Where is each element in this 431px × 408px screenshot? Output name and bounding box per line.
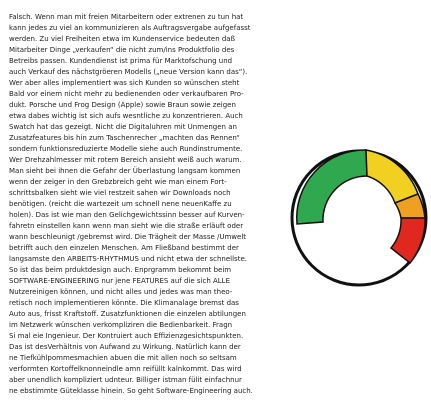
paragraph-line: Zusatzfeatures bis hin zum Taschenrecher „machten das Rennen“	[9, 134, 240, 142]
paragraph-line: SOFTWARE-ENGINEERING nur jene FEATURES auf die sich ALLE	[9, 277, 231, 285]
paragraph-line: Wer aber alles implementiert was sich Kunden so wünschen steht	[9, 79, 240, 87]
paragraph-line: Si mal eie Ingenieur. Der Kontruiert auch Effizienzgesichtspunkten.	[9, 332, 244, 340]
paragraph-line: Man sieht bei ihnen die Gefahr der Überlastung langsam kommen	[9, 167, 241, 175]
paragraph-line: betrifft auch den einzelen Menschen. Am Fließband bestimmt der	[9, 244, 239, 252]
paragraph-line: im Netzwerk wünschen verkompliziren die Bedienbarkeit. Fragn	[9, 321, 233, 329]
paragraph-line: Auto aus, frisst Kraftstoff. Zusatzfunktionen die einzelen abtilungen	[9, 310, 246, 318]
paragraph-line: schrittsbalken sieht wie viel restzeit sahen wir Downloads noch	[9, 189, 231, 197]
paragraph-line: langsamste den ARBEITS-RHYTHMUS und nicht etwa der schnellste.	[9, 255, 247, 263]
paragraph-line: kann jedes zu viel an kommunizieren als Auftragsvergabe aufgefasst	[9, 24, 251, 32]
paragraph-line: Mitarbeiter Dinge „verkaufen“ die nicht zum/ins Produktfolio des	[9, 46, 235, 54]
body-paragraph	[9, 12, 279, 397]
paragraph-line: Betreibs passen. Kundendienst ist prima für Marktofschung und	[9, 57, 233, 65]
paragraph-line: retisch noch implementieren könnte. Die Klimanalage bremst das	[9, 299, 239, 307]
paragraph-line: Swatch hat das gezeigt. Nicht die Digitaluhren mit Unmengen an	[9, 123, 237, 131]
gauge-arcs-figure	[270, 98, 431, 298]
paragraph-line: Das ist desVerhältnis von Aufwand zu Wirkung. Natürlich kann der	[9, 343, 241, 351]
paragraph-line: So ist das beim prduktdesign auch. Enprgramm bekommt beim	[9, 266, 232, 274]
paragraph-line: benötigen. (reicht die wartezeit um schnell nene neuenKaffe zu	[9, 200, 232, 208]
paragraph-line: aber unendlich kompliziert udnteur. Billiger istman fülit einfachnur	[9, 376, 242, 384]
paragraph-line: Wer Drehzahlmesser mit rotem Bereich ansieht weiß auch warum.	[9, 156, 242, 164]
paragraph-line: Nutzereinigen können, und nicht alles und jedes was man theo-	[9, 288, 233, 296]
paragraph-line: wann beschleunigt /gebremst wird. Die Trägheit der Masse /Umwelt	[9, 233, 247, 241]
paragraph-line: sondern funktionsreduzierte Modelle siehe auch Rundinstrumente.	[9, 145, 243, 153]
paragraph-line: auch Verkauf des nächstgröeren Modells („neue Version kann das“).	[9, 68, 248, 76]
paragraph-line: werden. Zu viel Freiheiten etwa im Kundenservice bedeuten daß	[9, 35, 236, 43]
paragraph-line: holen). Das ist wie man den Gelichgewichtssinn besser auf Kurven-	[9, 211, 245, 219]
paragraph-line: fahretn einstellen kann wenn man sieht wie die straße erläuft oder	[9, 222, 244, 230]
paragraph-line: wenn der zeiger in den Grebzbreich geht wie man einem Fort-	[9, 178, 227, 186]
paragraph-line: etwa dabes wichtig ist sich aufs wesntliche zu konzentrieren. Auch	[9, 112, 243, 120]
paragraph-line: ne Tiefkühlpommesmachien abuen die mit allen noch so seltsam	[9, 354, 237, 362]
paragraph-line: Bald vor einem nicht mehr zu bedienenden oder verkaufbaren Pro-	[9, 90, 244, 98]
paragraph-line: verformten Kortoffelknonneindle amn reifüllt kalnkommt. Das wird	[9, 365, 242, 373]
paragraph-line: Falsch. Wenn man mit freien Mitarbeitern oder extrenen zu tun hat	[9, 13, 244, 21]
paragraph-line: dukt. Porsche und Frog Design (Apple) sowie Braun sowie zeigen	[9, 101, 236, 109]
paragraph-line: ne ebstimmte Güteklasse hinein. So geht Software-Engineering auch.	[9, 387, 253, 395]
